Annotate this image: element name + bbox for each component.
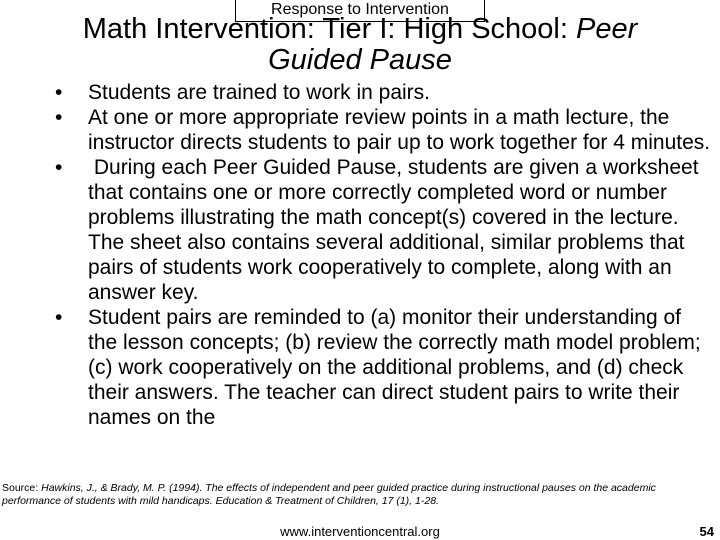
bullet-text: During each Peer Guided Pause, students are given a worksheet that contains one or more correctly completed word or number problems illustrating the math concept(s) covered in the lecture. The sheet also contains several additional, similar problems that pairs of students work cooperatively to complete, along with an answer key. bbox=[88, 156, 705, 304]
bullet-text: Students are trained to work in pairs. bbox=[88, 81, 431, 104]
list-item bbox=[55, 80, 715, 105]
list-item bbox=[55, 105, 715, 155]
footer-url[interactable]: www.interventioncentral.org bbox=[280, 524, 440, 539]
header-label: Response to Intervention bbox=[235, 0, 485, 22]
bullet-icon: • bbox=[55, 156, 63, 179]
page-title bbox=[0, 14, 720, 76]
title-line1-italic: Peer bbox=[575, 13, 638, 45]
title-line1: Math Intervention: Tier I: High School: bbox=[82, 13, 576, 45]
bullet-icon: • bbox=[55, 81, 63, 104]
bullet-icon: • bbox=[55, 106, 63, 129]
source-citation bbox=[2, 482, 702, 508]
bullet-text: Student pairs are reminded to (a) monitor their understanding of the lesson concepts; (b) review the correctly math model problem; (c) work cooperatively on the additional problems, and (d) check their answers. The teacher can direct student pairs to write their names on the bbox=[88, 306, 701, 429]
title-line2-italic: Guided Pause bbox=[268, 44, 452, 76]
bullet-icon: • bbox=[55, 306, 63, 329]
list-item bbox=[55, 155, 715, 305]
source-label: Source: bbox=[2, 482, 42, 494]
source-text: Hawkins, J., & Brady, M. P. (1994). The effects of independent and peer guided practice during instructional pauses on the academic performance of students with mild handicaps. Education & Treatment of Children, 17 (1), 1-28. bbox=[2, 482, 656, 507]
bullet-text: At one or more appropriate review points in a math lecture, the instructor directs students to pair up to work together for 4 minutes. bbox=[88, 106, 711, 154]
slide-number: 54 bbox=[699, 524, 714, 539]
bullet-list bbox=[55, 80, 715, 430]
list-item bbox=[55, 305, 715, 430]
